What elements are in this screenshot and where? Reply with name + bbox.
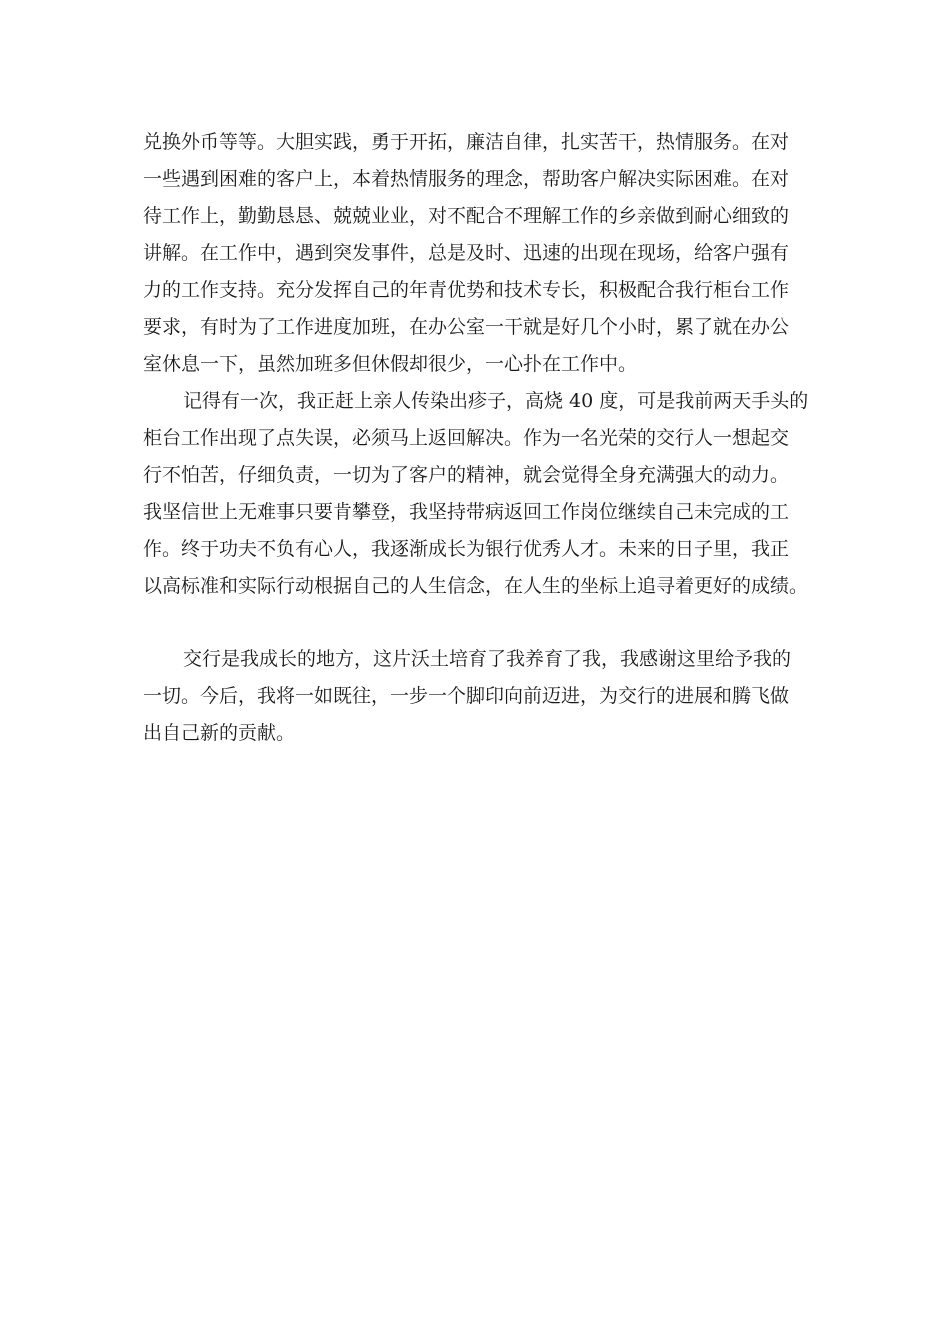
text-line: 以高标准和实际行动根据自己的人生信念，在人生的坐标上追寻着更好的成绩。 [143,575,809,597]
document-body [143,124,823,752]
text-line: 我坚信世上无难事只要肯攀登，我坚持带病返回工作岗位继续自己未完成的工 [143,501,790,523]
text-line: 柜台工作出现了点失误，必须马上返回解决。作为一名光荣的交行人一想起交 [143,427,790,449]
text-line: 室休息一下，虽然加班多但休假却很少，一心扑在工作中。 [143,353,638,375]
text-line: 待工作上，勤勤恳恳、兢兢业业，对不配合不理解工作的乡亲做到耐心细致的 [143,205,790,227]
text-line: 作。终于功夫不负有心人，我逐渐成长为银行优秀人才。未来的日子里，我正 [143,538,790,560]
text-line: 讲解。在工作中，遇到突发事件，总是及时、迅速的出现在现场，给客户强有 [143,242,790,264]
paragraph-spacer [143,605,823,641]
text-line: 记得有一次，我正赶上亲人传染出疹子，高烧 40 度，可是我前两天手头的 [183,390,809,412]
paragraph-3 [143,641,823,752]
paragraph-1 [143,124,823,383]
text-line: 交行是我成长的地方，这片沃土培育了我养育了我，我感谢这里给予我的 [183,648,792,670]
text-line: 一些遇到困难的客户上，本着热情服务的理念，帮助客户解决实际困难。在对 [143,168,790,190]
text-line: 一切。今后，我将一如既往，一步一个脚印向前迈进，为交行的进展和腾飞做 [143,685,790,707]
text-line: 兑换外币等等。大胆实践，勇于开拓，廉洁自律，扎实苦干，热情服务。在对 [143,131,790,153]
paragraph-2 [143,383,823,605]
text-line: 要求，有时为了工作进度加班，在办公室一干就是好几个小时，累了就在办公 [143,316,790,338]
text-line: 力的工作支持。充分发挥自己的年青优势和技术专长，积极配合我行柜台工作 [143,279,790,301]
text-line: 行不怕苦，仔细负责，一切为了客户的精神，就会觉得全身充满强大的动力。 [143,464,790,486]
text-line: 出自己新的贡献。 [143,722,296,744]
